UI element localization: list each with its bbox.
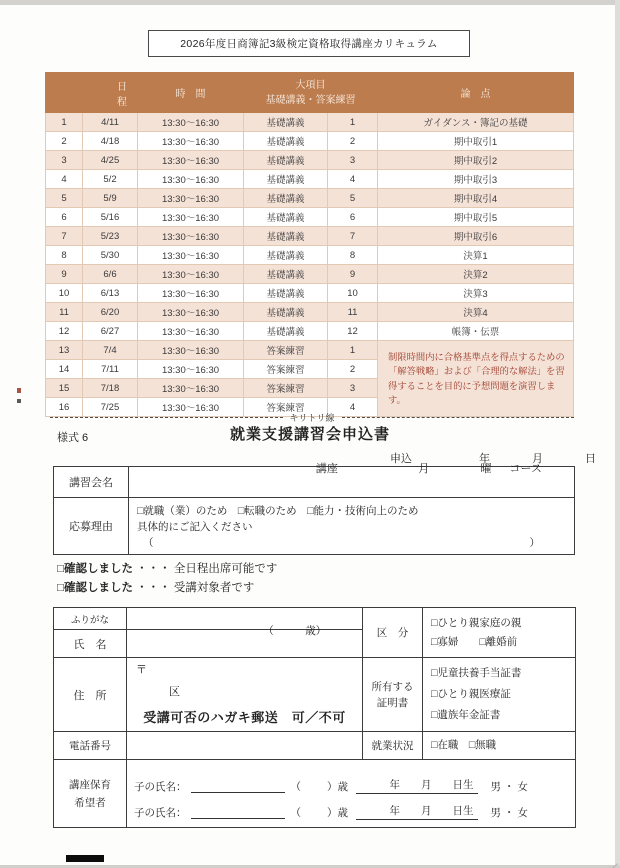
cell-date: 5/2 <box>83 170 138 189</box>
cell-time: 13:30～16:30 <box>138 246 244 265</box>
cell-unit: 2 <box>328 360 378 379</box>
header-topic: 論 点 <box>378 73 574 113</box>
certificate-options <box>423 658 576 732</box>
date-line-month: 月 <box>532 453 543 465</box>
cell-category: 基礎講義 <box>244 303 328 322</box>
cell-category: 基礎講義 <box>244 151 328 170</box>
phone-label: 電話番号 <box>54 732 127 760</box>
certificates-label <box>363 658 423 732</box>
cell-no: 1 <box>46 113 83 132</box>
cell-time: 13:30～16:30 <box>138 132 244 151</box>
scan-artifact-bar <box>66 855 104 862</box>
child-gender-choice: 男 ・ 女 <box>490 780 528 793</box>
cell-topic: 期中取引4 <box>378 189 574 208</box>
cell-topic: 期中取引6 <box>378 227 574 246</box>
category-options <box>423 608 576 658</box>
course-name-row <box>54 467 575 498</box>
cut-line-dash <box>342 417 575 418</box>
cell-time: 13:30～16:30 <box>138 322 244 341</box>
cut-line-dash <box>50 417 283 418</box>
cell-time: 13:30～16:30 <box>138 398 244 417</box>
cell-date: 6/13 <box>83 284 138 303</box>
cell-no: 8 <box>46 246 83 265</box>
cell-topic: 期中取引2 <box>378 151 574 170</box>
cell-date: 6/6 <box>83 265 138 284</box>
curriculum-table <box>45 72 574 417</box>
cell-unit: 3 <box>328 151 378 170</box>
reason-checkbox-options: □就職（業）のため □転職のため □能力・技術向上のため <box>137 504 419 517</box>
confirmation-lines <box>57 560 277 597</box>
cell-category: 基礎講義 <box>244 170 328 189</box>
cell-topic: 決算3 <box>378 284 574 303</box>
employment-label: 就業状況 <box>363 732 423 760</box>
cert-option-pension: □遺族年金証書 <box>431 709 501 721</box>
practice-note: 制限時間内に合格基準点を得点するための「解答戦略」および「合理的な解法」を習得することを目的に予想問題を演習します。 <box>378 341 574 417</box>
table-row <box>46 113 574 132</box>
cell-no: 6 <box>46 208 83 227</box>
scan-artifact-dot <box>17 388 21 393</box>
child-age-paren-open: （ <box>290 806 301 819</box>
table-row <box>46 246 574 265</box>
header-category <box>244 73 378 113</box>
scan-artifact-dot <box>17 399 21 403</box>
cell-category: 基礎講義 <box>244 113 328 132</box>
cell-category: 基礎講義 <box>244 322 328 341</box>
cell-no: 3 <box>46 151 83 170</box>
cell-category: 基礎講義 <box>244 132 328 151</box>
table-row <box>46 227 574 246</box>
child-birthdate-blank: 年 月 日生 <box>356 803 478 820</box>
employment-options: □在職 □無職 <box>423 732 576 760</box>
cell-unit: 7 <box>328 227 378 246</box>
header-time: 時 間 <box>138 73 244 113</box>
cell-time: 13:30～16:30 <box>138 379 244 398</box>
cell-date: 5/23 <box>83 227 138 246</box>
cell-unit: 1 <box>328 113 378 132</box>
child-name-blank <box>191 792 285 793</box>
applicant-info-table <box>53 607 576 828</box>
course-info-table <box>53 463 575 555</box>
age-hint: （ 歳） <box>263 625 327 637</box>
childcare-row <box>54 760 576 828</box>
child-age-paren-close: ）歳 <box>327 806 348 819</box>
confirm-text: 受講対象者です <box>173 581 255 594</box>
postal-mark: 〒 <box>136 664 147 676</box>
reason-field <box>129 498 575 555</box>
mail-permission-note: 受講可否のハガキ郵送 可／不可 <box>143 710 346 725</box>
cell-date: 7/11 <box>83 360 138 379</box>
cell-no: 15 <box>46 379 83 398</box>
cell-time: 13:30～16:30 <box>138 227 244 246</box>
form-title: 就業支援講習会申込書 <box>229 426 390 443</box>
child-gender-choice: 男 ・ 女 <box>490 806 528 819</box>
cell-time: 13:30～16:30 <box>138 341 244 360</box>
cell-no: 13 <box>46 341 83 360</box>
cell-unit: 6 <box>328 208 378 227</box>
name-field <box>127 625 363 658</box>
cell-date: 7/4 <box>83 341 138 360</box>
date-line-year: 年 <box>479 453 490 465</box>
table-row <box>46 170 574 189</box>
course-month-word: 月 <box>418 463 430 475</box>
cut-line-label: キリトリ線 <box>289 413 335 423</box>
cell-time: 13:30～16:30 <box>138 151 244 170</box>
cell-unit: 1 <box>328 341 378 360</box>
ward-label: 区 <box>169 686 180 698</box>
table-row <box>46 189 574 208</box>
reason-label: 応募理由 <box>54 498 129 555</box>
cell-category: 基礎講義 <box>244 246 328 265</box>
cell-no: 12 <box>46 322 83 341</box>
cell-unit: 11 <box>328 303 378 322</box>
confirm-dots: ・・・ <box>136 581 171 594</box>
cell-date: 4/11 <box>83 113 138 132</box>
cell-date: 5/30 <box>83 246 138 265</box>
cell-no: 5 <box>46 189 83 208</box>
paren-open: （ <box>143 536 154 549</box>
category-option-single-parent: □ひとり親家庭の親 <box>431 616 522 629</box>
cell-unit: 12 <box>328 322 378 341</box>
address-field <box>127 658 363 732</box>
confirm-checkbox-label: □確認しました <box>57 581 133 594</box>
cell-topic: 決算4 <box>378 303 574 322</box>
cell-category: 基礎講義 <box>244 265 328 284</box>
cell-date: 5/9 <box>83 189 138 208</box>
address-row <box>54 658 576 732</box>
cell-date: 4/25 <box>83 151 138 170</box>
course-name-label: 講習会名 <box>54 467 129 498</box>
cell-category: 答案練習 <box>244 360 328 379</box>
cell-unit: 9 <box>328 265 378 284</box>
table-row <box>46 341 574 360</box>
category-option-widow-divorce: □寡婦 □離婚前 <box>431 635 518 648</box>
cert-option-medical: □ひとり親医療証 <box>431 688 511 700</box>
cell-date: 5/16 <box>83 208 138 227</box>
child-entry-line <box>134 794 575 820</box>
childcare-label-line1: 講座保育 <box>69 778 111 791</box>
curriculum-title: 2026年度日商簿記3級検定資格取得講座カリキュラム <box>180 38 438 50</box>
confirm-checkbox-label: □確認しました <box>57 563 133 575</box>
cell-category: 基礎講義 <box>244 189 328 208</box>
cell-date: 4/18 <box>83 132 138 151</box>
cell-no: 10 <box>46 284 83 303</box>
cell-no: 11 <box>46 303 83 322</box>
table-row <box>46 303 574 322</box>
childcare-label-line2: 希望者 <box>74 796 106 809</box>
curriculum-header-row <box>46 73 574 113</box>
cell-time: 13:30～16:30 <box>138 303 244 322</box>
cell-no: 9 <box>46 265 83 284</box>
child-birthdate-blank: 年 月 日生 <box>356 777 478 794</box>
cell-topic: 決算2 <box>378 265 574 284</box>
cell-unit: 10 <box>328 284 378 303</box>
form-number: 様式 6 <box>57 432 89 444</box>
cell-category: 答案練習 <box>244 341 328 360</box>
child-age-paren-close: ）歳 <box>327 780 348 793</box>
reason-note: 具体的にご記入ください <box>137 520 253 533</box>
cell-category: 基礎講義 <box>244 227 328 246</box>
confirm-dots: ・・・ <box>136 563 171 575</box>
course-weekday-word: 曜 <box>480 463 492 475</box>
certificates-label-line1: 所有する <box>371 680 414 693</box>
name-label: 氏 名 <box>54 630 127 658</box>
cell-topic: 帳簿・伝票 <box>378 322 574 341</box>
scan-edge-right <box>615 0 620 868</box>
date-line-day: 日 <box>585 453 596 465</box>
cell-time: 13:30～16:30 <box>138 170 244 189</box>
cell-category: 基礎講義 <box>244 208 328 227</box>
child-name-blank <box>191 818 285 819</box>
cell-unit: 4 <box>328 398 378 417</box>
cell-date: 7/25 <box>83 398 138 417</box>
address-label: 住 所 <box>54 658 127 732</box>
course-suffix-word: コース <box>509 463 542 475</box>
cell-time: 13:30～16:30 <box>138 284 244 303</box>
furigana-field <box>127 608 363 630</box>
cell-unit: 8 <box>328 246 378 265</box>
cell-topic: 期中取引5 <box>378 208 574 227</box>
cell-no: 7 <box>46 227 83 246</box>
header-category-line2: 基礎講義・答案練習 <box>265 94 356 106</box>
date-line-apply: 申込 <box>390 453 412 465</box>
cell-topic: 期中取引1 <box>378 132 574 151</box>
confirmation-line <box>57 579 277 598</box>
phone-field <box>127 732 363 760</box>
cell-date: 6/27 <box>83 322 138 341</box>
child-age-paren-open: （ <box>290 780 301 793</box>
cell-category: 答案練習 <box>244 398 328 417</box>
cell-unit: 2 <box>328 132 378 151</box>
table-row <box>46 322 574 341</box>
cell-unit: 4 <box>328 170 378 189</box>
cell-no: 16 <box>46 398 83 417</box>
table-row <box>46 151 574 170</box>
cell-time: 13:30～16:30 <box>138 208 244 227</box>
cell-time: 13:30～16:30 <box>138 265 244 284</box>
confirm-text: 全日程出席可能です <box>173 563 278 575</box>
child-entry-line <box>134 768 575 794</box>
paren-close: ） <box>529 536 540 549</box>
child-name-label: 子の氏名： <box>134 780 187 793</box>
table-row <box>46 132 574 151</box>
cell-time: 13:30～16:30 <box>138 113 244 132</box>
cell-topic: 期中取引3 <box>378 170 574 189</box>
cell-no: 2 <box>46 132 83 151</box>
cell-unit: 5 <box>328 189 378 208</box>
cell-topic: 決算1 <box>378 246 574 265</box>
cell-category: 基礎講義 <box>244 284 328 303</box>
child-name-label: 子の氏名： <box>134 806 187 819</box>
table-row <box>46 284 574 303</box>
cell-time: 13:30～16:30 <box>138 189 244 208</box>
header-date: 日 程 <box>46 73 138 113</box>
cell-no: 4 <box>46 170 83 189</box>
application-reason-row <box>54 498 575 555</box>
scan-edge-top <box>0 0 620 5</box>
curriculum-tbody <box>46 113 574 417</box>
phone-row <box>54 732 576 760</box>
cell-topic: ガイダンス・簿記の基礎 <box>378 113 574 132</box>
cell-unit: 3 <box>328 379 378 398</box>
cell-category: 答案練習 <box>244 379 328 398</box>
table-row <box>46 208 574 227</box>
header-category-line1: 大項目 <box>295 79 326 91</box>
childcare-label <box>54 760 127 828</box>
category-label: 区 分 <box>363 608 423 658</box>
cell-date: 6/20 <box>83 303 138 322</box>
certificates-label-line2: 証明書 <box>376 696 409 709</box>
children-fields <box>127 760 576 828</box>
course-name-field <box>129 463 575 498</box>
cert-option-child-allowance: □児童扶養手当証書 <box>431 667 522 679</box>
cell-no: 14 <box>46 360 83 379</box>
cell-date: 7/18 <box>83 379 138 398</box>
curriculum-title-box <box>148 30 470 57</box>
confirmation-line <box>57 560 277 579</box>
table-row <box>46 265 574 284</box>
reason-paren-line <box>137 535 566 551</box>
furigana-label: ふりがな <box>54 608 127 630</box>
course-word: 講座 <box>315 463 338 475</box>
cell-time: 13:30～16:30 <box>138 360 244 379</box>
